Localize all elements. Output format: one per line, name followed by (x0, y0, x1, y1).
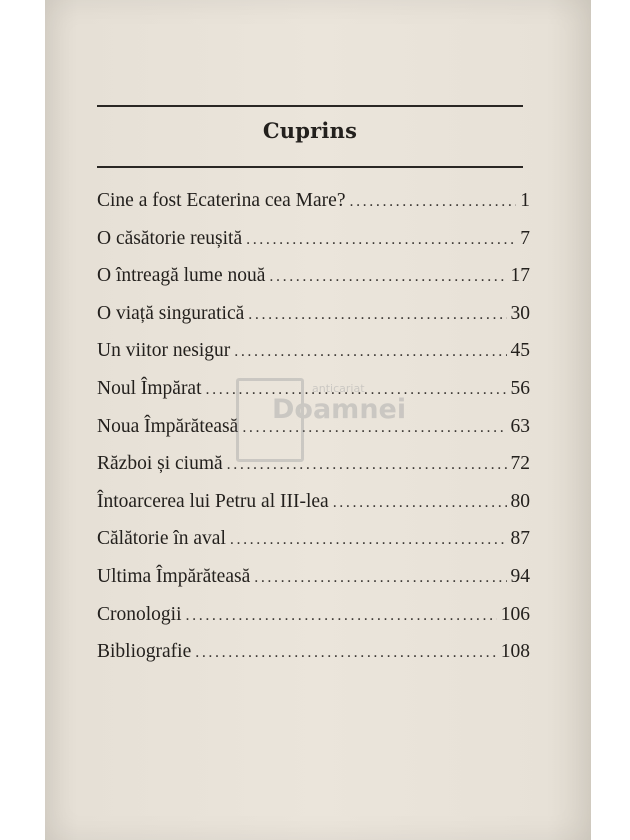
toc-entry-page: 94 (510, 565, 530, 587)
toc-entry (97, 491, 530, 529)
toc-entry (97, 228, 530, 266)
toc-entry-page: 72 (510, 453, 530, 475)
toc-entry-page: 106 (500, 603, 530, 625)
toc-leader-dots (269, 268, 506, 286)
toc-entry-page: 7 (520, 227, 530, 249)
toc-entry-page: 45 (510, 340, 530, 362)
toc-entry-title: Cine a fost Ecaterina cea Mare? (97, 190, 346, 211)
toc-leader-dots (186, 607, 497, 625)
toc-entry (97, 453, 530, 491)
toc-entry-title: O căsătorie reușită (97, 227, 243, 249)
toc-entry-page: 108 (500, 641, 530, 663)
toc-entry-page: 1 (520, 190, 530, 211)
toc-leader-dots (254, 569, 506, 587)
toc-entry (97, 190, 530, 228)
toc-entry (97, 528, 530, 566)
toc-entry-title: Ultima Împărăteasă (97, 565, 251, 587)
toc-entry (97, 566, 530, 604)
toc-entry-title: Un viitor nesigur (97, 340, 231, 362)
toc-entry-title: O întreagă lume nouă (97, 265, 266, 287)
watermark-big-text: Doamnei (272, 394, 407, 425)
toc-entry-page: 80 (510, 490, 530, 512)
toc-entry (97, 265, 530, 303)
toc-leader-dots (349, 193, 516, 211)
bottom-rule (97, 166, 523, 168)
page-title: Cuprins (262, 118, 358, 143)
toc-entry-page: 30 (510, 302, 530, 324)
toc-entry-page: 63 (510, 415, 530, 437)
toc-leader-dots (195, 644, 497, 662)
toc-entry-title: Război și ciumă (97, 453, 223, 475)
toc-entry (97, 303, 530, 341)
toc-entry-page: 87 (510, 528, 530, 550)
toc-entry-title: Călătorie în aval (97, 528, 226, 550)
toc-entry-title: Noul Împărat (97, 377, 202, 399)
toc-entry-page: 56 (510, 377, 530, 399)
toc-leader-dots (230, 531, 507, 549)
toc-leader-dots (248, 306, 506, 324)
top-rule (97, 105, 523, 107)
toc-entry-title: O viață singuratică (97, 302, 245, 324)
watermark-small-text: anticariat (312, 382, 365, 395)
toc-entry (97, 340, 530, 378)
toc-entry (97, 641, 530, 679)
toc-entry-title: Noua Împărăteasă (97, 415, 239, 437)
toc-entry (97, 604, 530, 642)
toc-leader-dots (333, 494, 507, 512)
toc-entry-title: Cronologii (97, 603, 182, 625)
toc-entry-title: Întoarcerea lui Petru al III-lea (97, 490, 329, 512)
toc-entry-title: Bibliografie (97, 641, 192, 663)
toc-leader-dots (234, 343, 506, 361)
toc-leader-dots (246, 231, 516, 249)
toc-entry-page: 17 (510, 265, 530, 287)
watermark-logo (232, 378, 407, 458)
